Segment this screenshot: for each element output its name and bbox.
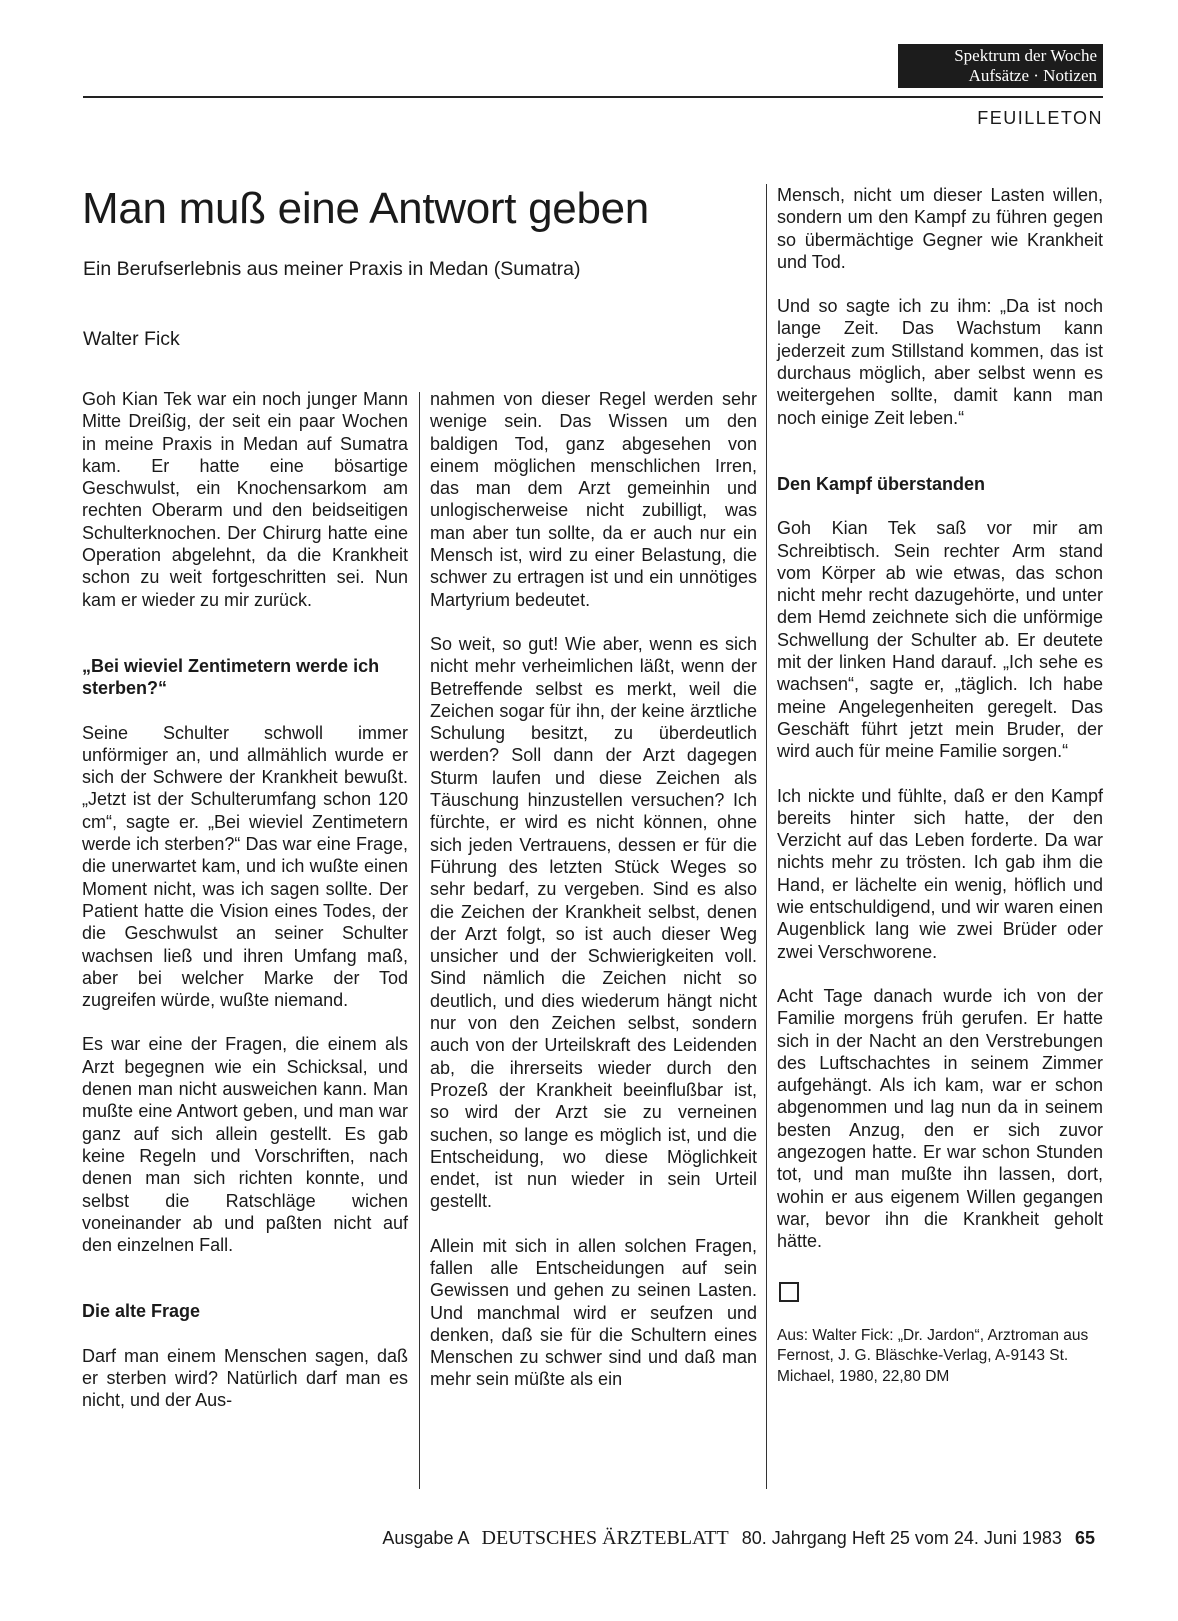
section-label: FEUILLETON — [977, 108, 1103, 128]
paragraph: Goh Kian Tek war ein noch junger Mann Mitte Dreißig, der seit ein paar Wochen in meine Praxis in Medan auf Sumatra kam. Er hatte eine bösartige Geschwulst, ein Knochensarkom am rechten Oberarm und den beidseitigen Schulterknochen. Der Chirurg hatte eine Operation abgelehnt, da die Krankheit schon zu weit fortgeschritten sei. Nun kam er wieder zu mir zurück. — [82, 389, 408, 610]
paragraph: Und so sagte ich zu ihm: „Da ist noch lange Zeit. Das Wachstum kann jederzeit zum Stillstand kommen, das ist durchaus möglich, aber selbst wenn es weitergehen sollte, damit kann man noch einige Zeit leben.“ — [777, 296, 1103, 428]
column-divider-1 — [419, 392, 420, 1489]
paragraph: Goh Kian Tek saß vor mir am Schreibtisch. Sein rechter Arm stand vom Körper ab wie etwas, das schon nicht mehr recht dazugehörte, und unter dem Hemd zeichnete sich die unförmige Schwellung der Schulter ab. Er deutete mit der linken Hand darauf. „Ich sehe es wachsen“, sagte er, „täglich. Ich habe meine Angelegenheiten geregelt. Das Geschäft führt jetzt mein Bruder, der wird auch für meine Familie sorgen.“ — [777, 518, 1103, 762]
paragraph: Allein mit sich in allen solchen Fragen, fallen alle Entscheidungen auf sein Gewissen und gehen zu seinen Lasten. Und manchmal wird er seufzen und denken, daß sie für die Schultern eines Menschen zu schwer sind und daß man mehr sein müßte als ein — [430, 1235, 757, 1390]
subheading: Den Kampf überstanden — [777, 473, 986, 494]
column-divider-2 — [766, 184, 767, 1489]
page-number: 65 — [1074, 1528, 1095, 1548]
subheading: „Bei wieviel Zentimetern werde ich sterben?“ — [82, 655, 380, 699]
page-footer — [0, 1527, 1095, 1550]
footer-publication: DEUTSCHES ÄRZTEBLATT — [481, 1527, 729, 1549]
column-1 — [82, 388, 408, 1434]
paragraph: nahmen von dieser Regel werden sehr wenige sein. Das Wissen um den baldigen Tod, ganz abgesehen von einem möglichen menschlichen Irren, das man dem Arzt gemeinhin und unlogischerweise nicht zubilligt, was man aber tun sollte, da er auch nur ein Mensch ist, wird zu einer Belastung, die schwer zu ertragen ist und ein unnötiges Martyrium bedeutet. — [430, 389, 757, 610]
column-2 — [430, 388, 757, 1413]
source-note: Aus: Walter Fick: „Dr. Jardon“, Arztroman aus Fernost, J. G. Bläschke-Verlag, A-9143 St. Michael, 1980, 22,80 DM — [777, 1326, 1089, 1385]
paragraph: Ich nickte und fühlte, daß er den Kampf bereits hinter sich hatte, der den Verzicht auf das Leben forderte. Da war nichts mehr zu trösten. Ich gab ihm die Hand, er lächelte ein wenig, höflich und wie entschuldigend, und wir waren einen Augenblick lang wie zwei Brüder oder zwei Verschworene. — [777, 785, 1103, 962]
paragraph: Mensch, nicht um dieser Lasten willen, sondern um den Kampf zu führen gegen so übermächtige Gegner wie Krankheit und Tod. — [777, 185, 1103, 272]
badge-line-1: Spektrum der Woche — [954, 46, 1097, 65]
subheading: Die alte Frage — [82, 1301, 201, 1322]
column-3 — [777, 184, 1103, 1387]
footer-issue: 80. Jahrgang Heft 25 vom 24. Juni 1983 — [741, 1528, 1062, 1548]
footer-edition: Ausgabe A — [382, 1528, 469, 1548]
section-badge — [898, 44, 1103, 88]
paragraph: So weit, so gut! Wie aber, wenn es sich nicht mehr verheimlichen läßt, wenn der Betreffende selbst es merkt, weil die Zeichen sogar für ihn, der keine ärztliche Schulung besitzt, zu überdeutlich werden? Soll dann der Arzt dagegen Sturm laufen und diese Zeichen als Täuschung hinzustellen versuchen? Ich fürchte, er wird es nicht können, ohne sich jeden Vertrauens, dessen er für die Führung des letzten Stück Weges so sehr bedarf, zu vergeben. Sind es also die Zeichen der Krankheit selbst, denen der Arzt folgt, so ist auch dieser Weg unsicher und der Schwierigkeiten voll. Sind nämlich die Zeichen nicht so deutlich, und dies wiederum hängt nicht nur von den Zeichen selbst, sondern auch von der Urteilskraft des Leidenden ab, die ihrerseits wieder durch den Prozeß der Krankheit beeinflußbar ist, so wird der Arzt sie zu verneinen suchen, so lange es möglich ist, und die Entscheidung, wo diese Möglichkeit endet, ist nun wieder in sein Urteil gestellt. — [430, 633, 757, 1212]
paragraph: Seine Schulter schwoll immer unförmiger an, und allmählich wurde er sich der Schwere der Krankheit bewußt. „Jetzt ist der Schulterumfang schon 120 cm“, sagte er. „Bei wieviel Zentimetern werde ich sterben?“ Das war eine Frage, die unerwartet kam, und ich wußte einen Moment nicht, was ich sagen sollte. Der Patient hatte die Vision eines Todes, der die Geschwulst an seiner Schulter wachsen ließ und ihren Umfang maß, aber bei welcher Marke der Tod zugreifen würde, wußte niemand. — [82, 722, 408, 1011]
article-subtitle: Ein Berufserlebnis aus meiner Praxis in Medan (Sumatra) — [83, 258, 581, 280]
article-title: Man muß eine Antwort geben — [82, 184, 649, 233]
article-author: Walter Fick — [83, 328, 180, 350]
badge-line-2: Aufsätze · Notizen — [968, 66, 1097, 85]
paragraph: Acht Tage danach wurde ich von der Familie morgens früh gerufen. Er hatte sich in der Nacht an den Verstrebungen des Luftschachtes in seinem Zimmer aufgehängt. Als ich kam, war er schon abgenommen und lag nun da in seinem besten Anzug, den er sich zuvor angezogen hatte. Er war schon Stunden tot, und man mußte ihn lassen, dort, wohin er aus eigenem Willen gegangen war, bevor ihn die Krankheit geholt hätte. — [777, 985, 1103, 1252]
header-rule — [83, 96, 1103, 98]
paragraph: Darf man einem Menschen sagen, daß er sterben wird? Natürlich darf man es nicht, und der Aus- — [82, 1345, 408, 1411]
end-mark-icon — [779, 1282, 799, 1302]
paragraph: Es war eine der Fragen, die einem als Arzt begegnen wie ein Schicksal, und denen man nicht ausweichen kann. Man mußte eine Antwort geben, und man war ganz auf sich allein gestellt. Es gab keine Regeln und Vorschriften, nach denen man sich richten konnte, und selbst die Ratschläge wichen voneinander ab und paßten nicht auf den einzelnen Fall. — [82, 1034, 408, 1256]
